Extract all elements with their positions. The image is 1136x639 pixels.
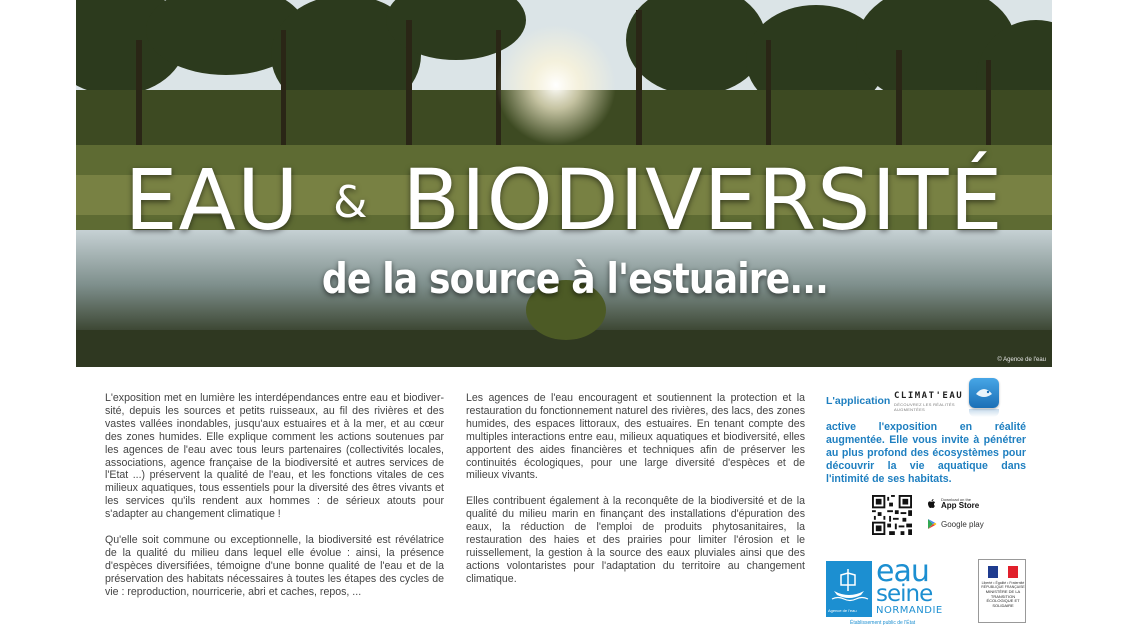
logo-eau: eau bbox=[876, 554, 929, 589]
apple-icon bbox=[926, 498, 938, 510]
app-store-badge[interactable]: Download on the App Store bbox=[926, 496, 990, 512]
hero-subtitle: de la source à l'estuaire... bbox=[321, 254, 828, 303]
middle-text-column bbox=[466, 392, 805, 598]
hero-banner bbox=[76, 0, 1052, 367]
app-description: active l'exposition en réalité augmentée. Elle vous invite à pénétrer au plus profond des écosystèmes pour découvrir la vie aquatique dans l'intimité de ses habitats. bbox=[826, 421, 1026, 485]
google-play-badge[interactable]: Google play bbox=[926, 516, 990, 532]
left-paragraph: Qu'elle soit commune ou exceptionnelle, la biodiversité est révélatrice de la qualité du milieu dans lequel elle évolue : ainsi, la présence d'espèces diversifiées, témoigne d'une bonne qualité de l'eau et de la préservation des habitats nécessaires à toutes les étapes des cycles de vie : reproduction, nourricerie, abri et caches, repos, ... bbox=[105, 533, 444, 598]
logo-etat: Établissement public de l'État bbox=[850, 620, 916, 626]
french-flag-icon bbox=[988, 566, 1018, 578]
climat-eau-app-icon[interactable] bbox=[969, 378, 999, 408]
photo-credit: © Agence de l'eau bbox=[997, 357, 1046, 363]
left-paragraph: L'exposition met en lumière les interdépendances entre eau et biodiver-sité, depuis les sources et petits ruisseaux, au fil des rivières et des vastes vallées inondables, jusqu'aux estuaires et à la mer, et au cœur des zones humides. Elle explique comment les actions soutenues par les agences de l'eau avec tous leurs partenaires (collectivités locales, associations, agence française de la biodiversité et autres services de l'Etat ...) préservent la qualité de l'eau, et les fonctions vitales de ces milieux aquatiques, tous essentiels pour la diversité des êtres vivants et les services qu'ils rendent aux hommes : de sérieux atouts pour s'adapter au changement climatique ! bbox=[105, 392, 444, 521]
ship-icon bbox=[826, 561, 872, 607]
hero-title: EAU & BIODIVERSITÉ bbox=[124, 151, 1004, 249]
climat-eau-logo: CLIMAT'EAU DÉCOUVREZ LES RÉALITÉS AUGMENTÉES bbox=[894, 391, 964, 412]
logo-box: Agence de l'eau bbox=[826, 561, 872, 617]
logo-normandie: NORMANDIE bbox=[876, 605, 943, 616]
logo-seine: seine bbox=[876, 581, 933, 607]
store-badges bbox=[926, 496, 990, 532]
middle-paragraph: Elles contribuent également à la reconquête de la biodiversité et de la qualité du milieu marin en finançant des installations d'épuration des eaux, la réduction de l'emploi de produits phytosanitaires, la restauration des haies et des prairies pour limiter l'érosion et le ruissellement, la gestion à la source des eaux pluviales ainsi que des actions volontaristes pour l'adaptation du territoire au changement climatique. bbox=[466, 495, 805, 585]
left-text-column bbox=[105, 392, 444, 611]
app-promo-header bbox=[826, 378, 1036, 418]
eau-seine-normandie-logo bbox=[826, 554, 946, 626]
middle-paragraph: Les agences de l'eau encouragent et soutiennent la protection et la restauration du fonctionnement naturel des rivières, des lacs, des zones humides, des espaces littoraux, des estuaires. En tenant compte des multiples interactions entre eau, milieux aquatiques et biodiversité, elles apportent des aides financières et techniques afin de préserver les continuités écologiques, pour une large diversité d'espèces et de milieux vivants. bbox=[466, 392, 805, 482]
google-play-icon bbox=[926, 518, 938, 530]
ministry-logo: Liberté • Égalité • Fraternité RÉPUBLIQUE FRANÇAISE MINISTÈRE DE LA TRANSITION ÉCOLOGIQUE ET SOLIDAIRE bbox=[978, 559, 1026, 623]
app-icon-reflection bbox=[969, 409, 999, 417]
app-label: L'application bbox=[826, 395, 891, 407]
qr-code-icon[interactable] bbox=[872, 495, 912, 535]
